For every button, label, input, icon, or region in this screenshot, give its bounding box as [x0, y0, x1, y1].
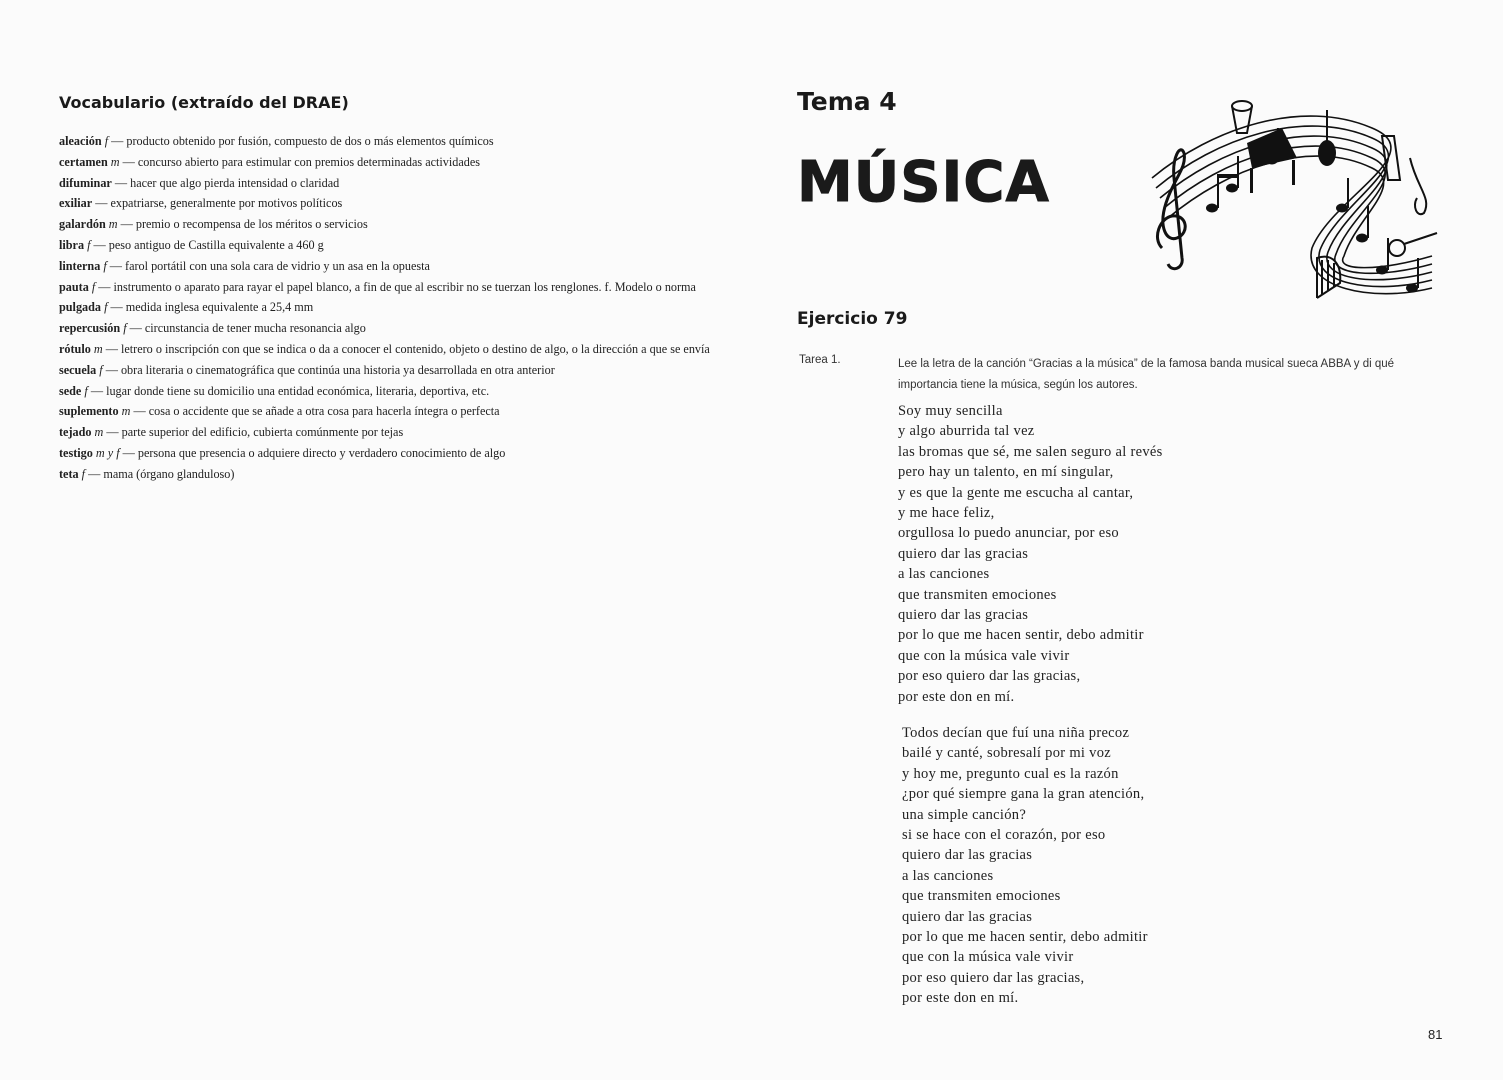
grammatical-gender: m	[94, 425, 104, 440]
vocabulary-entry: certamen m — concurso abierto para estimular con premios determinadas actividades	[59, 154, 481, 169]
vocabulary-term: libra	[59, 237, 85, 252]
lyric-line: por lo que me hacen sentir, debo admitir	[898, 627, 1144, 644]
grammatical-gender: m y f	[95, 445, 120, 460]
vocabulary-entry: pulgada f — medida inglesa equivalente a 25,4 mm	[59, 300, 314, 315]
lyrics-stanza-2	[902, 723, 1148, 1009]
vocabulary-term: linterna	[59, 258, 101, 273]
vocabulary-entry: repercusión f — circunstancia de tener mucha resonancia algo	[59, 321, 366, 336]
vocabulary-term: sede	[59, 383, 82, 398]
vocabulary-entry: aleación f — producto obtenido por fusión, compuesto de dos o más elementos químicos	[59, 134, 494, 148]
lyric-line: ¿por qué siempre gana la gran atención,	[902, 786, 1145, 803]
lyric-line: y es que la gente me escucha al cantar,	[898, 484, 1134, 501]
grammatical-gender: f	[84, 383, 88, 398]
task-label: Tarea 1.	[799, 354, 841, 366]
vocabulary-term: testigo	[59, 445, 93, 460]
vocabulary-term: aleación	[59, 134, 102, 148]
grammatical-gender: f	[103, 258, 107, 273]
grammatical-gender: f	[99, 362, 103, 377]
lyric-line: a las canciones	[898, 566, 990, 583]
grammatical-gender: f	[91, 279, 96, 294]
lyric-line: que con la música vale vivir	[902, 949, 1074, 966]
vocabulary-entry: tejado m — parte superior del edificio, cubierta comúnmente por tejas	[59, 425, 404, 440]
vocabulary-definition: hacer que algo pierda intensidad o claridad	[130, 175, 340, 190]
lyric-line: Todos decían que fuí una niña precoz	[902, 725, 1130, 741]
grammatical-gender: f	[104, 134, 109, 148]
grammatical-gender: m	[110, 154, 120, 169]
vocabulary-entry: sede f — lugar donde tiene su domicilio una entidad económica, literaria, deportiva, etc.	[59, 383, 490, 398]
lyric-line: una simple canción?	[902, 806, 1027, 823]
grammatical-gender: m	[108, 217, 118, 232]
vocabulary-list	[59, 131, 719, 485]
lyric-line: por este don en mí.	[902, 990, 1019, 1007]
lyric-line: pero hay un talento, en mí singular,	[898, 464, 1114, 481]
vocabulary-term: teta	[59, 466, 79, 481]
exercise-heading: Ejercicio 79	[797, 309, 908, 329]
lyric-line: que transmiten emociones	[898, 586, 1057, 603]
lyric-line: por eso quiero dar las gracias,	[902, 969, 1085, 986]
grammatical-gender: m	[93, 341, 103, 356]
vocabulary-definition: mama (órgano glanduloso)	[103, 466, 235, 481]
vocabulary-definition: premio o recompensa de los méritos o servicios	[135, 217, 368, 232]
lyric-line: orgullosa lo puedo anunciar, por eso	[898, 525, 1119, 542]
vocabulary-entry: linterna f — farol portátil con una sola cara de vidrio y un asa en la opuesta	[59, 258, 430, 273]
page-number: 81	[1428, 1027, 1443, 1042]
grammatical-gender: f	[87, 237, 91, 252]
lyric-line: y me hace feliz,	[898, 505, 995, 522]
right-page	[752, 0, 1503, 1080]
vocabulary-entry: pauta f — instrumento o aparato para rayar el papel blanco, a fin de que al escribir no se tuerzan los renglones. f. Modelo o norma	[59, 279, 696, 294]
vocabulary-definition: concurso abierto para estimular con premios determinadas actividades	[137, 154, 481, 169]
vocabulary-entry: suplemento m — cosa o accidente que se añade a otra cosa para hacerla íntegra o perfecta	[59, 404, 500, 419]
page-title: MÚSICA	[797, 150, 1050, 215]
vocabulary-definition: letrero o inscripción con que se indica o da a conocer el contenido, objeto o destino de algo, o la dirección a que se envía	[120, 341, 710, 356]
lyric-line: si se hace con el corazón, por eso	[902, 827, 1106, 844]
lyric-line: quiero dar las gracias	[898, 607, 1029, 624]
vocabulary-term: suplemento	[59, 404, 119, 419]
lyric-line: a las canciones	[902, 867, 994, 884]
vocabulary-entry: testigo m y f — persona que presencia o adquiere directo y verdadero conocimiento de algo	[59, 445, 506, 460]
vocabulary-definition: expatriarse, generalmente por motivos políticos	[110, 196, 343, 211]
lyric-line: y hoy me, pregunto cual es la razón	[902, 765, 1119, 782]
vocabulary-term: rótulo	[59, 341, 91, 356]
lyric-line: por este don en mí.	[898, 688, 1015, 705]
task-instructions: Lee la letra de la canción “Gracias a la música” de la famosa banda musical sueca ABBA y di qué importancia tiene la música, según los autores.	[898, 358, 1395, 391]
vocabulary-term: pulgada	[59, 300, 102, 315]
vocabulary-definition: producto obtenido por fusión, compuesto de dos o más elementos químicos	[126, 134, 494, 148]
lyric-line: Soy muy sencilla	[898, 403, 1003, 419]
vocabulary-definition: peso antiguo de Castilla equivalente a 460 g	[108, 237, 324, 252]
vocabulary-entry: secuela f — obra literaria o cinematográfica que continúa una historia ya desarrollada en otra anterior	[59, 362, 555, 377]
grammatical-gender: f	[81, 466, 86, 481]
vocabulary-definition: lugar donde tiene su domicilio una entidad económica, literaria, deportiva, etc.	[106, 383, 490, 398]
lyric-line: y algo aburrida tal vez	[898, 423, 1035, 440]
vocabulary-entry: libra f — peso antiguo de Castilla equivalente a 460 g	[59, 237, 324, 252]
lyric-line: las bromas que sé, me salen seguro al revés	[898, 443, 1163, 460]
lyric-line: quiero dar las gracias	[898, 545, 1029, 562]
vocabulary-term: difuminar	[59, 175, 112, 190]
grammatical-gender: m	[121, 404, 131, 419]
vocabulary-term: galardón	[59, 217, 106, 232]
vocabulary-definition: cosa o accidente que se añade a otra cosa para hacerla íntegra o perfecta	[148, 404, 500, 419]
lyric-line: quiero dar las gracias	[902, 908, 1033, 925]
vocabulary-entry: teta f — mama (órgano glanduloso)	[59, 466, 235, 481]
vocabulary-entry: difuminar — hacer que algo pierda intensidad o claridad	[59, 175, 340, 190]
vocabulary-definition: farol portátil con una sola cara de vidrio y un asa en la opuesta	[125, 258, 430, 273]
vocabulary-definition: obra literaria o cinematográfica que continúa una historia ya desarrollada en otra anterior	[120, 362, 555, 377]
vocabulary-definition: medida inglesa equivalente a 25,4 mm	[125, 300, 314, 315]
lyric-line: que con la música vale vivir	[898, 647, 1070, 664]
vocabulary-term: pauta	[59, 279, 89, 294]
lyric-line: por eso quiero dar las gracias,	[898, 668, 1081, 685]
lyrics-stanza-1	[898, 401, 1163, 707]
vocabulary-entry: galardón m — premio o recompensa de los méritos o servicios	[59, 217, 368, 232]
vocabulary-entry: rótulo m — letrero o inscripción con que se indica o da a conocer el contenido, objeto o destino de algo, o la dirección a que se envía	[59, 341, 710, 356]
music-notes-illustration	[1132, 88, 1452, 318]
grammatical-gender: f	[123, 321, 127, 336]
lyric-line: por lo que me hacen sentir, debo admitir	[902, 929, 1148, 946]
vocabulary-definition: instrumento o aparato para rayar el papel blanco, a fin de que al escribir no se tuerzan los renglones. f. Modelo o norma	[113, 279, 696, 294]
vocabulary-definition: circunstancia de tener mucha resonancia algo	[144, 321, 366, 336]
vocabulary-term: exiliar	[59, 196, 93, 211]
vocabulary-heading: Vocabulario (extraído del DRAE)	[59, 93, 349, 112]
vocabulary-term: tejado	[59, 425, 92, 440]
vocabulary-definition: parte superior del edificio, cubierta comúnmente por tejas	[121, 425, 404, 440]
vocabulary-term: certamen	[59, 154, 108, 169]
vocabulary-definition: persona que presencia o adquiere directo y verdadero conocimiento de algo	[137, 445, 506, 460]
vocabulary-entry: exiliar — expatriarse, generalmente por motivos políticos	[59, 196, 343, 211]
vocabulary-term: repercusión	[59, 321, 121, 336]
vocabulary-term: secuela	[59, 362, 97, 377]
lyric-line: que transmiten emociones	[902, 888, 1061, 905]
lyric-line: bailé y canté, sobresalí por mi voz	[902, 745, 1112, 762]
grammatical-gender: f	[104, 300, 108, 315]
tema-label: Tema 4	[797, 87, 897, 116]
lyric-line: quiero dar las gracias	[902, 847, 1033, 864]
